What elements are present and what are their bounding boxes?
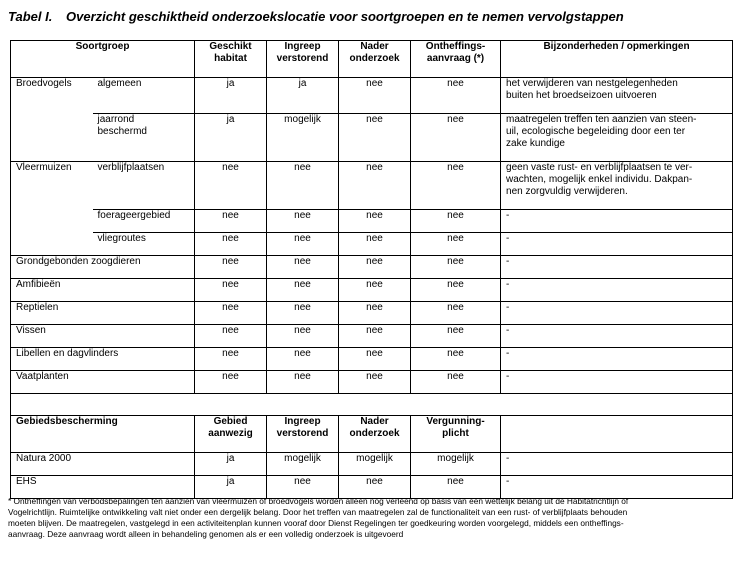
header-row (11, 41, 733, 78)
value-cell: nee (195, 348, 267, 371)
value-cell: nee (339, 476, 411, 499)
value-cell: nee (411, 302, 501, 325)
note-cell: - (501, 279, 733, 302)
table-number: Tabel I. (8, 9, 53, 24)
header-ingreep-verstorend-2: Ingreep verstorend (267, 416, 339, 453)
value-cell: nee (411, 371, 501, 394)
group-cell (11, 233, 93, 256)
value-cell: nee (195, 256, 267, 279)
header-vergunningplicht: Vergunning- plicht (411, 416, 501, 453)
value-cell: nee (195, 371, 267, 394)
header-ontheffingsaanvraag: Ontheffings- aanvraag (*) (411, 41, 501, 78)
value-cell: ja (267, 78, 339, 114)
value-cell: nee (339, 371, 411, 394)
value-cell: nee (267, 210, 339, 233)
value-cell: nee (411, 348, 501, 371)
note-cell: - (501, 348, 733, 371)
table-row (11, 348, 733, 371)
value-cell: nee (267, 476, 339, 499)
value-cell: nee (267, 256, 339, 279)
group-cell (11, 114, 93, 162)
value-cell: nee (339, 302, 411, 325)
group-cell: EHS (11, 476, 195, 499)
table-row (11, 78, 733, 114)
value-cell: nee (339, 256, 411, 279)
value-cell: nee (411, 114, 501, 162)
table-row (11, 453, 733, 476)
group-cell: Vaatplanten (11, 371, 195, 394)
value-cell: mogelijk (267, 114, 339, 162)
subgroup-cell: vliegroutes (93, 233, 195, 256)
group-cell: Vleermuizen (11, 162, 93, 210)
value-cell: nee (267, 348, 339, 371)
table-row (11, 279, 733, 302)
value-cell: nee (339, 114, 411, 162)
table-row (11, 162, 733, 210)
value-cell: ja (195, 476, 267, 499)
group-cell: Broedvogels (11, 78, 93, 114)
value-cell: nee (339, 325, 411, 348)
value-cell: nee (411, 210, 501, 233)
subgroup-cell: algemeen (93, 78, 195, 114)
header-soortgroep: Soortgroep (11, 41, 195, 78)
header-bijzonderheden: Bijzonderheden / opmerkingen (501, 41, 733, 78)
value-cell: nee (267, 302, 339, 325)
header-gebied-aanwezig: Gebied aanwezig (195, 416, 267, 453)
value-cell: nee (195, 279, 267, 302)
note-cell: - (501, 210, 733, 233)
footnote: * Ontheffingen van verbodsbepalingen ten aanzien van vleermuizen of broedvogels worden alleen nog verleend op basis van een wettelijk belang uit de Habitatrichtlijn of Vogelrichtlijn. Ruimtelijke ontwikkeling valt niet onder een dergelijk belang. Door het treffen van maatregelen zal de functionaliteit van een rust- of verblijfplaats behouden moeten blijven. De maatregelen, vastgelegd in een activiteitenplan kunnen vooraf door Dienst Regelingen ter goedkeuring worden voorgelegd, middels een ontheffings- aanvraag. Deze aanvraag wordt alleen in behandeling genomen als er een volledig onderzoek is uitgevoerd (8, 496, 629, 539)
value-cell: mogelijk (267, 453, 339, 476)
value-cell: mogelijk (411, 453, 501, 476)
table-row (11, 210, 733, 233)
value-cell: mogelijk (339, 453, 411, 476)
value-cell: ja (195, 114, 267, 162)
value-cell: nee (411, 325, 501, 348)
note-cell: geen vaste rust- en verblijfplaatsen te ver- wachten, mogelijk enkel individu. Dakpan- nen zorgvuldig verwijderen. (501, 162, 733, 210)
value-cell: nee (267, 162, 339, 210)
species-table (10, 40, 733, 499)
value-cell: nee (411, 78, 501, 114)
table-title (8, 9, 624, 24)
table-row (11, 256, 733, 279)
note-cell: - (501, 256, 733, 279)
header-empty (501, 416, 733, 453)
header-gebiedsbescherming: Gebiedsbescherming (11, 416, 195, 453)
value-cell: nee (411, 162, 501, 210)
value-cell: nee (339, 162, 411, 210)
value-cell: nee (339, 279, 411, 302)
table-row (11, 371, 733, 394)
value-cell: nee (411, 256, 501, 279)
group-cell: Reptielen (11, 302, 195, 325)
table-row (11, 233, 733, 256)
group-cell: Grondgebonden zoogdieren (11, 256, 195, 279)
header-nader-onderzoek-2: Nader onderzoek (339, 416, 411, 453)
note-cell: - (501, 371, 733, 394)
table-row (11, 325, 733, 348)
value-cell: nee (411, 476, 501, 499)
value-cell: ja (195, 78, 267, 114)
table-row (11, 114, 733, 162)
value-cell: nee (267, 233, 339, 256)
note-cell: maatregelen treffen ten aanzien van steen- uil, ecologische begeleiding door een ter zake kundige (501, 114, 733, 162)
value-cell: nee (339, 78, 411, 114)
value-cell: ja (195, 453, 267, 476)
value-cell: nee (267, 279, 339, 302)
value-cell: nee (195, 302, 267, 325)
value-cell: nee (339, 348, 411, 371)
spacer-cell (11, 394, 733, 416)
note-cell: - (501, 476, 733, 499)
value-cell: nee (195, 210, 267, 233)
group-cell: Libellen en dagvlinders (11, 348, 195, 371)
value-cell: nee (411, 233, 501, 256)
table-title-text: Overzicht geschiktheid onderzoekslocatie voor soortgroepen en te nemen vervolgstappen (66, 9, 624, 24)
value-cell: nee (267, 325, 339, 348)
value-cell: nee (195, 162, 267, 210)
spacer-row (11, 394, 733, 416)
note-cell: - (501, 302, 733, 325)
table-row (11, 302, 733, 325)
group-cell (11, 210, 93, 233)
value-cell: nee (267, 371, 339, 394)
value-cell: nee (339, 233, 411, 256)
value-cell: nee (195, 233, 267, 256)
group-cell: Vissen (11, 325, 195, 348)
header-row-2 (11, 416, 733, 453)
header-geschikt-habitat: Geschikt habitat (195, 41, 267, 78)
value-cell: nee (411, 279, 501, 302)
subgroup-cell: verblijfplaatsen (93, 162, 195, 210)
group-cell: Amfibieën (11, 279, 195, 302)
subgroup-cell: jaarrond beschermd (93, 114, 195, 162)
group-cell: Natura 2000 (11, 453, 195, 476)
subgroup-cell: foerageergebied (93, 210, 195, 233)
note-cell: - (501, 325, 733, 348)
note-cell: - (501, 453, 733, 476)
header-nader-onderzoek: Nader onderzoek (339, 41, 411, 78)
header-ingreep-verstorend: Ingreep verstorend (267, 41, 339, 78)
note-cell: - (501, 233, 733, 256)
note-cell: het verwijderen van nestgelegenheden buiten het broedseizoen uitvoeren (501, 78, 733, 114)
value-cell: nee (195, 325, 267, 348)
value-cell: nee (339, 210, 411, 233)
